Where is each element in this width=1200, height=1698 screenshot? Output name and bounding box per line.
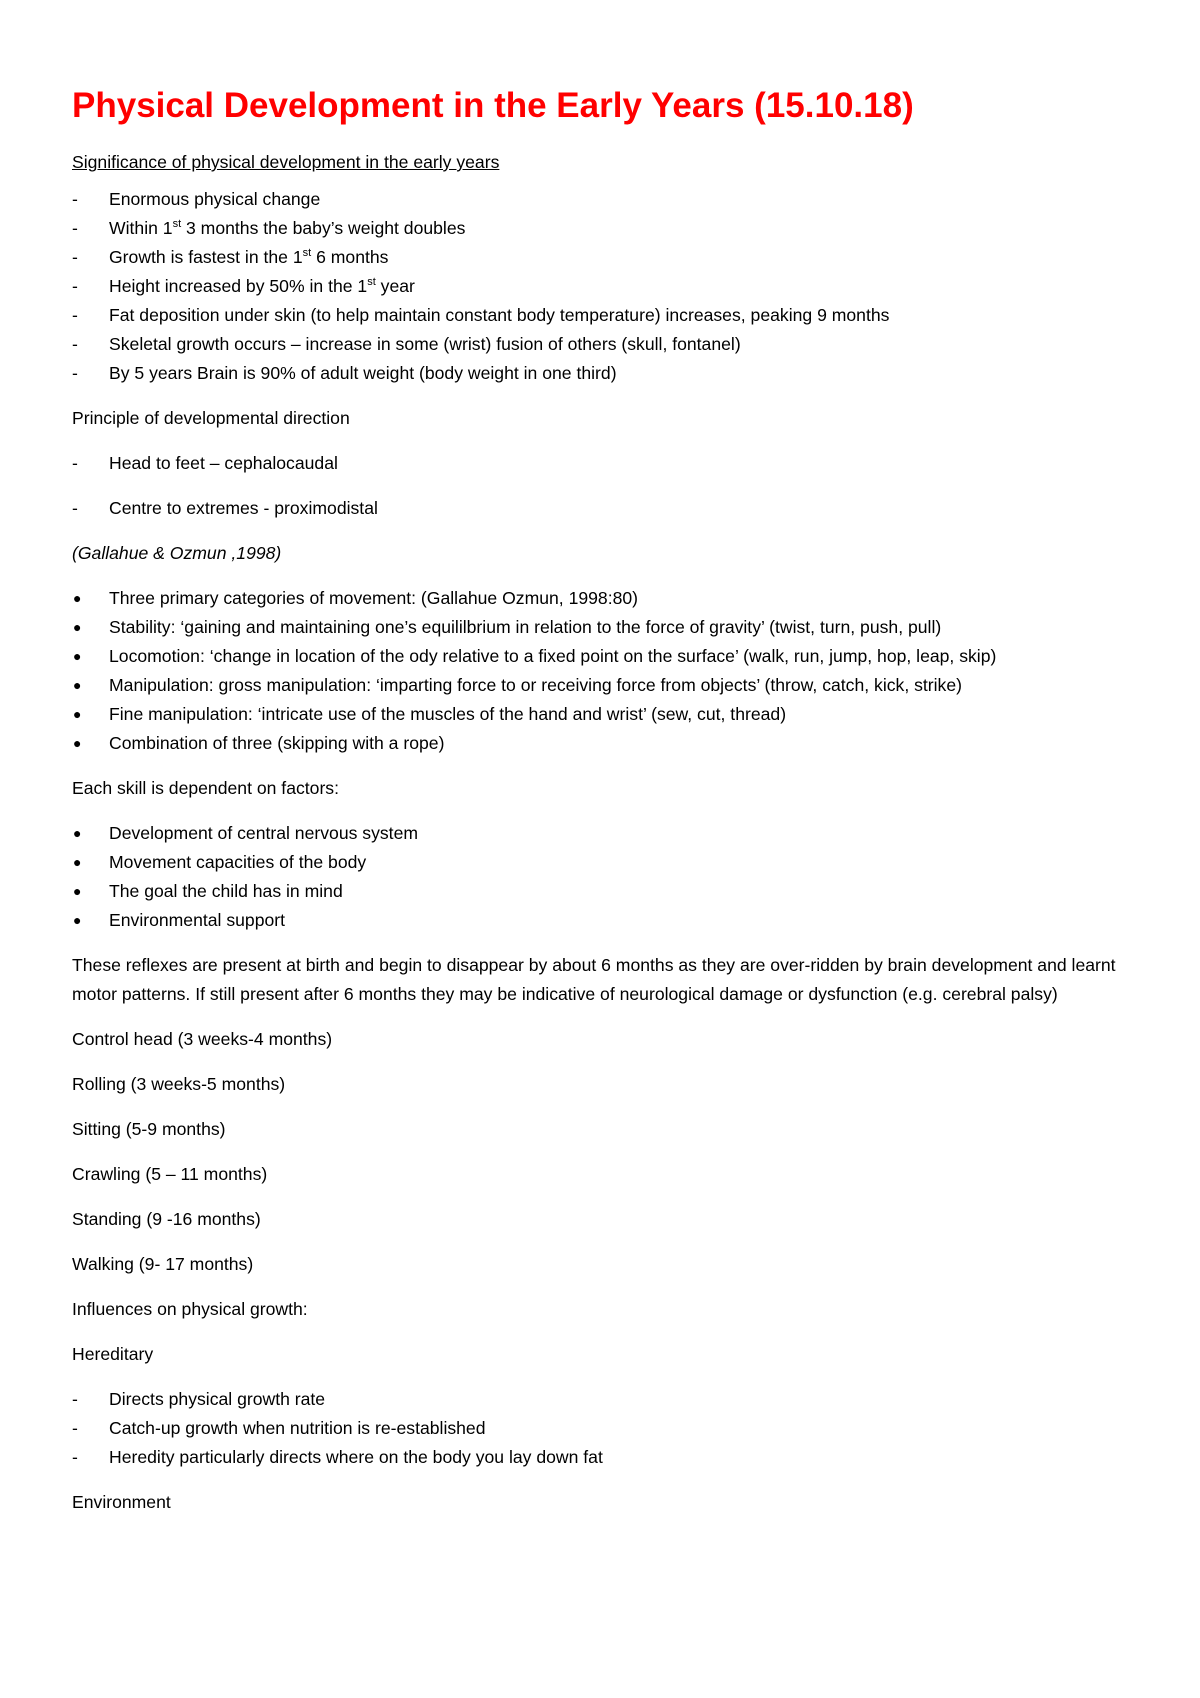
movement-list bbox=[72, 584, 1132, 758]
section-heading-factors: Each skill is dependent on factors: bbox=[72, 778, 339, 798]
list-item: - Heredity particularly directs where on the body you lay down fat bbox=[72, 1443, 1132, 1472]
bullet-marker: ● bbox=[73, 883, 82, 899]
dash-marker: - bbox=[72, 334, 78, 354]
list-item: ● Manipulation: gross manipulation: ‘imparting force to or receiving force from objects’ (throw, catch, kick, strike) bbox=[72, 671, 1132, 700]
bullet-marker: ● bbox=[73, 825, 82, 841]
factors-list bbox=[72, 819, 1132, 935]
milestone: Rolling (3 weeks-5 months) bbox=[72, 1074, 286, 1094]
dash-marker: - bbox=[72, 1447, 78, 1467]
dash-marker: - bbox=[72, 363, 78, 383]
list-item: - By 5 years Brain is 90% of adult weight (body weight in one third) bbox=[72, 359, 1132, 388]
reflexes-paragraph: These reflexes are present at birth and begin to disappear by about 6 months as they are over-ridden by brain development and learnt motor patterns. If still present after 6 months they may be indicative of neurological damage or dysfunction (e.g. cerebral palsy) bbox=[72, 955, 1116, 1004]
bullet-marker: ● bbox=[73, 619, 82, 635]
milestone: Sitting (5-9 months) bbox=[72, 1119, 226, 1139]
document-content bbox=[72, 78, 1132, 1533]
list-item: ● Fine manipulation: ‘intricate use of the muscles of the hand and wrist’ (sew, cut, thread) bbox=[72, 700, 1132, 729]
list-item: - Height increased by 50% in the 1st year bbox=[72, 272, 1132, 301]
list-item: ● The goal the child has in mind bbox=[72, 877, 1132, 906]
list-item: - Catch-up growth when nutrition is re-established bbox=[72, 1414, 1132, 1443]
list-item: ● Locomotion: ‘change in location of the ody relative to a fixed point on the surface’ (walk, run, jump, hop, leap, skip) bbox=[72, 642, 1132, 671]
list-item: ● Environmental support bbox=[72, 906, 1132, 935]
page-title: Physical Development in the Early Years (15.10.18) bbox=[72, 86, 914, 125]
dash-marker: - bbox=[72, 276, 78, 296]
dash-marker: - bbox=[72, 305, 78, 325]
list-item: ● Combination of three (skipping with a rope) bbox=[72, 729, 1132, 758]
bullet-marker: ● bbox=[73, 648, 82, 664]
citation: (Gallahue & Ozmun ,1998) bbox=[72, 543, 282, 563]
dash-marker: - bbox=[72, 189, 78, 209]
section-heading-significance: Significance of physical development in the early years bbox=[72, 152, 500, 172]
dash-marker: - bbox=[72, 1389, 78, 1409]
hereditary-list bbox=[72, 1385, 1132, 1472]
bullet-marker: ● bbox=[73, 677, 82, 693]
dash-marker: - bbox=[72, 498, 78, 518]
bullet-marker: ● bbox=[73, 735, 82, 751]
bullet-marker: ● bbox=[73, 854, 82, 870]
dash-marker: - bbox=[72, 453, 78, 473]
list-item: - Growth is fastest in the 1st 6 months bbox=[72, 243, 1132, 272]
list-item: - Head to feet – cephalocaudal bbox=[72, 449, 1132, 478]
list-item: ● Movement capacities of the body bbox=[72, 848, 1132, 877]
list-item: ● Stability: ‘gaining and maintaining one’s equililbrium in relation to the force of gravity’ (twist, turn, push, pull) bbox=[72, 613, 1132, 642]
list-item: - Centre to extremes - proximodistal bbox=[72, 494, 1132, 523]
list-item: ● Development of central nervous system bbox=[72, 819, 1132, 848]
list-item: - Within 1st 3 months the baby’s weight doubles bbox=[72, 214, 1132, 243]
dash-marker: - bbox=[72, 218, 78, 238]
milestone: Control head (3 weeks-4 months) bbox=[72, 1029, 333, 1049]
dash-marker: - bbox=[72, 1418, 78, 1438]
list-item: ● Three primary categories of movement: (Gallahue Ozmun, 1998:80) bbox=[72, 584, 1132, 613]
list-item: - Skeletal growth occurs – increase in some (wrist) fusion of others (skull, fontanel) bbox=[72, 330, 1132, 359]
bullet-marker: ● bbox=[73, 706, 82, 722]
bullet-marker: ● bbox=[73, 912, 82, 928]
section-heading-influences: Influences on physical growth: bbox=[72, 1299, 308, 1319]
list-item: - Directs physical growth rate bbox=[72, 1385, 1132, 1414]
section-heading-direction: Principle of developmental direction bbox=[72, 408, 350, 428]
section-heading-environment: Environment bbox=[72, 1492, 171, 1512]
milestone: Crawling (5 – 11 months) bbox=[72, 1164, 268, 1184]
significance-list bbox=[72, 185, 1132, 388]
milestone: Walking (9- 17 months) bbox=[72, 1254, 254, 1274]
list-item: - Enormous physical change bbox=[72, 185, 1132, 214]
milestone: Standing (9 -16 months) bbox=[72, 1209, 261, 1229]
section-heading-hereditary: Hereditary bbox=[72, 1344, 154, 1364]
bullet-marker: ● bbox=[73, 590, 82, 606]
list-item: - Fat deposition under skin (to help maintain constant body temperature) increases, peaking 9 months bbox=[72, 301, 1132, 330]
dash-marker: - bbox=[72, 247, 78, 267]
direction-list bbox=[72, 449, 1132, 523]
